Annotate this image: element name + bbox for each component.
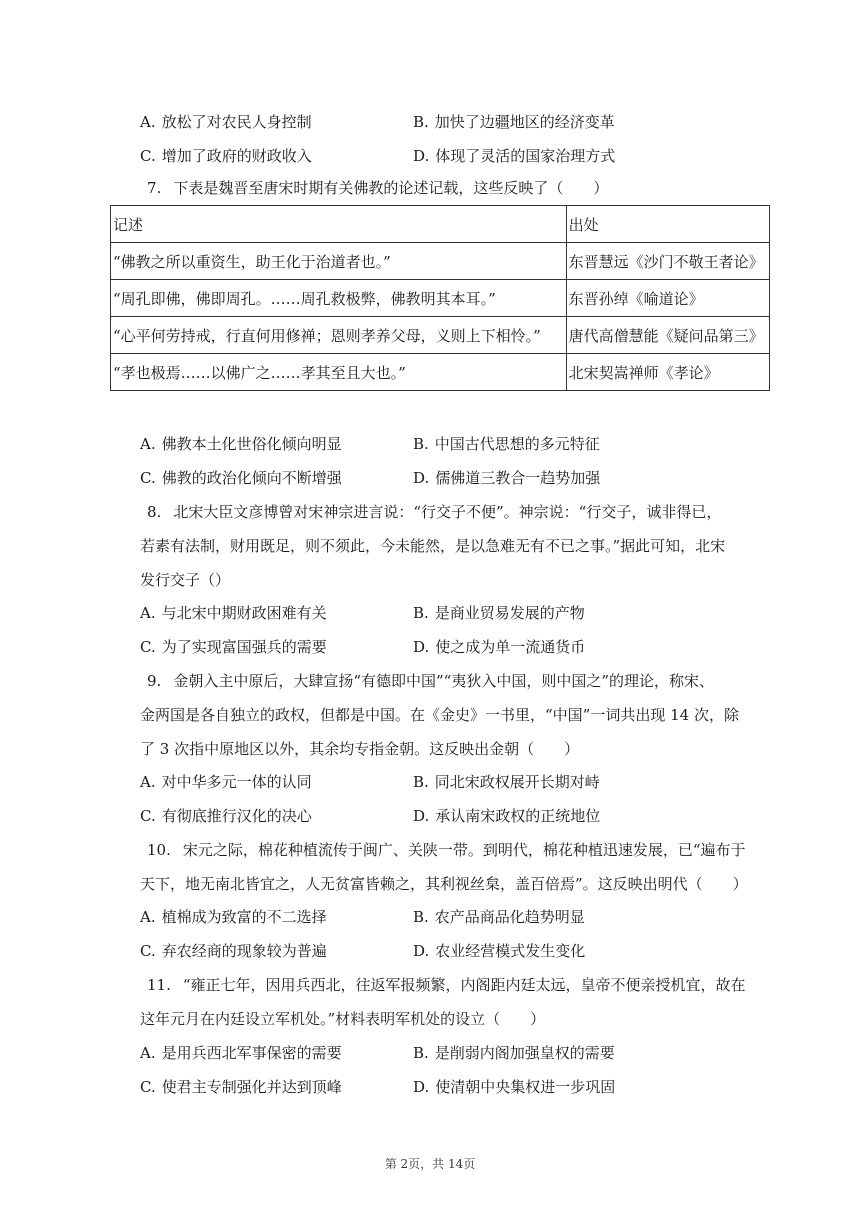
- question-number: 11.: [147, 976, 171, 994]
- q11-option-c[interactable]: [140, 1077, 342, 1097]
- q7-option-d[interactable]: [413, 468, 600, 488]
- option-letter: C.: [140, 469, 156, 487]
- table-cell: “周孔即佛，佛即周孔。……周孔救极弊，佛教明其本耳。”: [111, 280, 567, 317]
- q7-option-c[interactable]: [140, 468, 342, 488]
- option-letter: D.: [413, 469, 430, 487]
- q7-stem: [147, 178, 767, 198]
- option-text: 佛教本土化世俗化倾向明显: [161, 435, 342, 453]
- option-text: 植棉成为致富的不二选择: [161, 908, 327, 926]
- option-text: 佛教的政治化倾向不断增强: [161, 469, 342, 487]
- option-letter: A.: [140, 604, 156, 622]
- q10-stem-line-1: [147, 840, 760, 860]
- q6-option-a[interactable]: [140, 112, 312, 132]
- table-cell: 唐代高僧慧能《疑问品第三》: [566, 317, 769, 354]
- q10-option-d[interactable]: [413, 941, 585, 961]
- question-text: 北宋大臣文彦博曾对宋神宗进言说：“行交子不便”。神宗说：“行交子，诚非得已，: [173, 503, 722, 521]
- option-text: 是商业贸易发展的产物: [434, 604, 585, 622]
- q10-stem-line-2: 天下，地无南北皆宜之，人无贫富皆赖之，其利视丝枲，盖百倍焉”。这反映出明代（ ）: [140, 875, 748, 893]
- option-letter: D.: [413, 147, 430, 165]
- q11-option-a[interactable]: [140, 1043, 342, 1063]
- table-header-row: [111, 206, 770, 243]
- option-letter: C.: [140, 807, 156, 825]
- question-text: “雍正七年，因用兵西北，往返军报频繁，内阁距内廷太远，皇帝不便亲授机宜，故在: [182, 976, 746, 994]
- option-text: 与北宋中期财政困难有关: [161, 604, 327, 622]
- option-text: 放松了对农民人身控制: [161, 113, 312, 131]
- q9-option-c[interactable]: [140, 806, 312, 826]
- q8-option-b[interactable]: [413, 603, 585, 623]
- option-letter: A.: [140, 1044, 156, 1062]
- q6-option-b[interactable]: [413, 112, 615, 132]
- option-text: 使清朝中央集权进一步巩固: [435, 1078, 616, 1096]
- q8-option-d[interactable]: [413, 637, 585, 657]
- option-letter: D.: [413, 1078, 430, 1096]
- option-text: 中国古代思想的多元特征: [434, 435, 600, 453]
- q11-stem-line-2: 这年元月在内廷设立军机处。”材料表明军机处的设立（ ）: [140, 1010, 546, 1028]
- option-letter: D.: [413, 942, 430, 960]
- table-row: [111, 243, 770, 280]
- q9-stem-line-3: 了 3 次指中原地区以外，其余均专指金朝。这反映出金朝（ ）: [140, 740, 580, 758]
- table-row: [111, 354, 770, 391]
- option-letter: B.: [413, 773, 429, 791]
- option-text: 同北宋政权展开长期对峙: [434, 773, 600, 791]
- option-letter: A.: [140, 113, 156, 131]
- option-text: 弃农经商的现象较为普遍: [161, 942, 327, 960]
- q8-stem-line-3: 发行交子（）: [140, 571, 231, 589]
- question-text: 宋元之际，棉花种植流传于闽广、关陕一带。到明代，棉花种植迅速发展，已“遍布于: [182, 841, 746, 859]
- q7-option-a[interactable]: [140, 434, 342, 454]
- option-letter: B.: [413, 113, 429, 131]
- q11-option-d[interactable]: [413, 1077, 615, 1097]
- option-letter: D.: [413, 638, 430, 656]
- q6-option-c[interactable]: [140, 146, 312, 166]
- q11-stem-line-1: [147, 975, 760, 995]
- q8-stem-line-2: 若素有法制，财用既足，则不须此，今未能然，是以急难无有不已之事。”据此可知，北宋: [140, 537, 726, 555]
- q8-stem-line-1: [147, 502, 760, 522]
- table-header-cell: 出处: [566, 206, 769, 243]
- q8-option-a[interactable]: [140, 603, 327, 623]
- option-text: 儒佛道三教合一趋势加强: [435, 469, 601, 487]
- table-cell: “佛教之所以重资生，助王化于治道者也。”: [111, 243, 567, 280]
- q6-option-d[interactable]: [413, 146, 615, 166]
- option-text: 是削弱内阁加强皇权的需要: [434, 1044, 615, 1062]
- option-text: 增加了政府的财政收入: [161, 147, 312, 165]
- option-text: 为了实现富国强兵的需要: [161, 638, 327, 656]
- q10-option-c[interactable]: [140, 941, 327, 961]
- table-cell: 东晋孙绰《喻道论》: [566, 280, 769, 317]
- question-number: 10.: [147, 841, 171, 859]
- question-number: 7.: [147, 179, 162, 197]
- option-text: 有彻底推行汉化的决心: [161, 807, 312, 825]
- q7-reference-table: [110, 205, 770, 391]
- table-header-cell: 记述: [111, 206, 567, 243]
- option-text: 农业经营模式发生变化: [435, 942, 586, 960]
- option-letter: B.: [413, 908, 429, 926]
- table-row: [111, 280, 770, 317]
- question-text: 下表是魏晋至唐宋时期有关佛教的论述记载，这些反映了（ ）: [173, 179, 609, 197]
- option-letter: A.: [140, 908, 156, 926]
- option-text: 承认南宋政权的正统地位: [435, 807, 601, 825]
- option-letter: B.: [413, 435, 429, 453]
- q7-option-b[interactable]: [413, 434, 600, 454]
- q10-option-b[interactable]: [413, 907, 585, 927]
- option-text: 农产品商品化趋势明显: [434, 908, 585, 926]
- table-cell: “心平何劳持戒，行直何用修禅；恩则孝养父母，义则上下相怜。”: [111, 317, 567, 354]
- option-letter: A.: [140, 435, 156, 453]
- q8-option-c[interactable]: [140, 637, 327, 657]
- q10-option-a[interactable]: [140, 907, 327, 927]
- option-letter: B.: [413, 1044, 429, 1062]
- option-letter: D.: [413, 807, 430, 825]
- question-text: 金朝入主中原后，大肆宣扬“有德即中国”“夷狄入中国，则中国之”的理论，称宋、: [173, 672, 714, 690]
- question-number: 9.: [147, 672, 162, 690]
- option-letter: C.: [140, 147, 156, 165]
- option-text: 体现了灵活的国家治理方式: [435, 147, 616, 165]
- q9-option-a[interactable]: [140, 772, 312, 792]
- q9-stem-line-1: [147, 671, 760, 691]
- q11-option-b[interactable]: [413, 1043, 615, 1063]
- table-row: [111, 317, 770, 354]
- option-text: 使君主专制强化并达到顶峰: [161, 1078, 342, 1096]
- question-number: 8.: [147, 503, 162, 521]
- table-cell: “孝也极焉……以佛广之……孝其至且大也。”: [111, 354, 567, 391]
- option-text: 对中华多元一体的认同: [161, 773, 312, 791]
- q9-option-b[interactable]: [413, 772, 600, 792]
- option-letter: C.: [140, 638, 156, 656]
- option-text: 是用兵西北军事保密的需要: [161, 1044, 342, 1062]
- q9-stem-line-2: 金两国是各自独立的政权，但都是中国。在《金史》一书里，“中国”一词共出现 14 次，除: [140, 706, 739, 724]
- option-letter: C.: [140, 1078, 156, 1096]
- table-cell: 东晋慧远《沙门不敬王者论》: [566, 243, 769, 280]
- option-letter: B.: [413, 604, 429, 622]
- option-text: 加快了边疆地区的经济变革: [434, 113, 615, 131]
- table-cell: 北宋契嵩禅师《孝论》: [566, 354, 769, 391]
- option-letter: A.: [140, 773, 156, 791]
- q9-option-d[interactable]: [413, 806, 600, 826]
- option-text: 使之成为单一流通货币: [435, 638, 586, 656]
- option-letter: C.: [140, 942, 156, 960]
- page-footer: 第 2页，共 14页: [384, 1157, 476, 1171]
